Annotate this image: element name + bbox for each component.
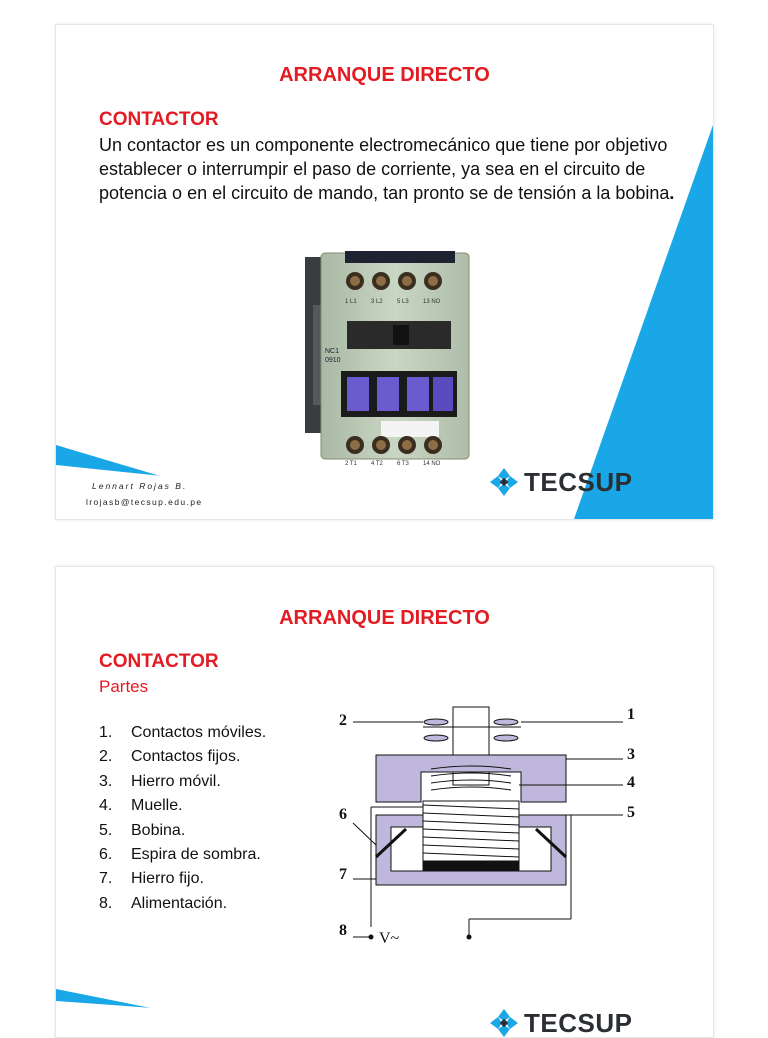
tecsup-logo-text: TECSUP bbox=[524, 1008, 632, 1038]
list-item bbox=[99, 846, 266, 870]
body-paragraph-text: Un contactor es un componente electromecánico que tiene por objetivo establecer o interrumpir el paso de corriente, ya sea en el circuito de potencia o en el circuito de mando, tan pronto se de tensión a la bobina bbox=[99, 135, 669, 203]
list-item-label: Hierro fijo. bbox=[131, 870, 204, 894]
diagram-label-8: 8 bbox=[339, 922, 347, 939]
tecsup-logo-icon bbox=[488, 1007, 520, 1038]
list-item bbox=[99, 773, 266, 797]
tecsup-logo-text: TECSUP bbox=[524, 467, 632, 498]
list-item bbox=[99, 724, 266, 748]
list-item-number: 6. bbox=[99, 846, 131, 870]
list-item bbox=[99, 870, 266, 894]
diagram-label-4: 4 bbox=[627, 774, 635, 791]
tecsup-logo bbox=[488, 466, 632, 498]
body-paragraph bbox=[99, 133, 699, 205]
model-label: NC1 0910 bbox=[325, 348, 341, 364]
terminal-bottom-4: 14 NO bbox=[423, 461, 441, 467]
terminal-top-3: 5 L3 bbox=[397, 299, 409, 305]
list-item-label: Contactos fijos. bbox=[131, 748, 240, 772]
list-item-number: 2. bbox=[99, 748, 131, 772]
list-item-label: Contactos móviles. bbox=[131, 724, 266, 748]
footer-author: Lennart Rojas B. bbox=[92, 481, 187, 491]
list-item bbox=[99, 822, 266, 846]
supply-voltage-label: V~ bbox=[379, 930, 400, 947]
list-item-number: 4. bbox=[99, 797, 131, 821]
list-item-label: Bobina. bbox=[131, 822, 185, 846]
contactor-diagram bbox=[331, 697, 651, 947]
footer-email: lrojasb@tecsup.edu.pe bbox=[86, 497, 202, 507]
paragraph-period: . bbox=[669, 183, 674, 203]
terminal-top-1: 1 L1 bbox=[345, 299, 357, 305]
list-item-label: Espira de sombra. bbox=[131, 846, 261, 870]
diagram-label-6: 6 bbox=[339, 806, 347, 823]
section-title: CONTACTOR bbox=[99, 109, 219, 131]
contactor-photo bbox=[303, 245, 473, 467]
list-item-number: 3. bbox=[99, 773, 131, 797]
slide-2 bbox=[55, 566, 714, 1038]
list-item bbox=[99, 797, 266, 821]
tecsup-logo-icon bbox=[488, 466, 520, 498]
diagram-label-3: 3 bbox=[627, 746, 635, 763]
list-item-number: 8. bbox=[99, 895, 131, 919]
list-item bbox=[99, 748, 266, 772]
tecsup-logo bbox=[488, 1007, 632, 1038]
list-item-label: Hierro móvil. bbox=[131, 773, 221, 797]
slide-title: ARRANQUE DIRECTO bbox=[56, 607, 713, 630]
section-subtitle: Partes bbox=[99, 677, 148, 697]
diagram-label-2: 2 bbox=[339, 712, 347, 729]
terminal-top-2: 3 L2 bbox=[371, 299, 383, 305]
slide-title: ARRANQUE DIRECTO bbox=[56, 64, 713, 87]
diagram-label-7: 7 bbox=[339, 866, 347, 883]
terminal-bottom-3: 6 T3 bbox=[397, 461, 410, 467]
diagram-label-1: 1 bbox=[627, 706, 635, 723]
terminal-top-4: 13 NO bbox=[423, 299, 441, 305]
terminal-bottom-1: 2 T1 bbox=[345, 461, 358, 467]
section-title: CONTACTOR bbox=[99, 651, 219, 673]
supply-terminal bbox=[369, 935, 374, 940]
list-item-label: Muelle. bbox=[131, 797, 183, 821]
list-item-label: Alimentación. bbox=[131, 895, 227, 919]
supply-terminal bbox=[467, 935, 472, 940]
diagram-label-5: 5 bbox=[627, 804, 635, 821]
slide-1 bbox=[55, 24, 714, 520]
list-item-number: 1. bbox=[99, 724, 131, 748]
list-item-number: 7. bbox=[99, 870, 131, 894]
list-item-number: 5. bbox=[99, 822, 131, 846]
parts-list bbox=[99, 724, 266, 919]
list-item bbox=[99, 895, 266, 919]
terminal-bottom-2: 4 T2 bbox=[371, 461, 384, 467]
